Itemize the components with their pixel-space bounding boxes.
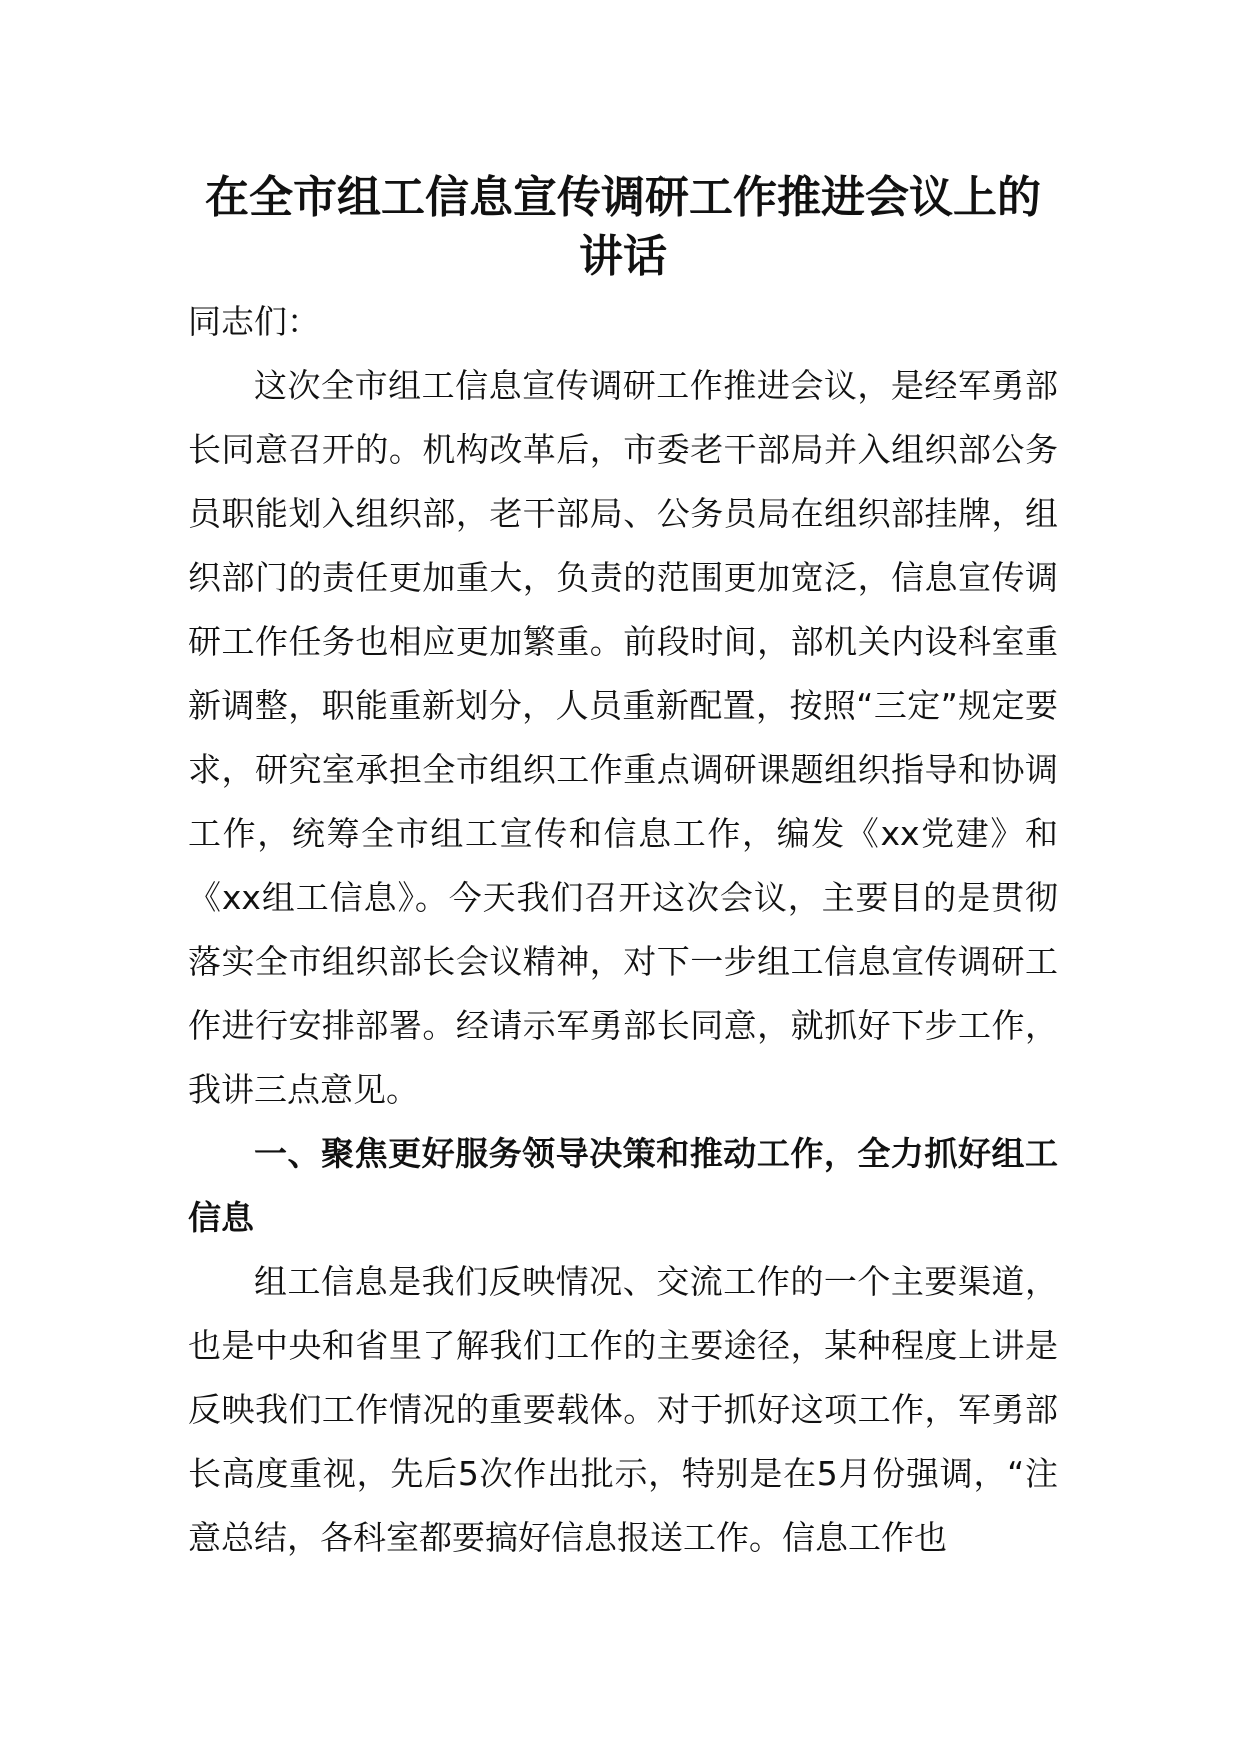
- section-1-paragraph: 组工信息是我们反映情况、交流工作的一个主要渠道，也是中央和省里了解我们工作的主要途径，某种程度上讲是反映我们工作情况的重要载体。对于抓好这项工作，军勇部长高度重视，先后5次作出批示，特别是在5月份强调，“注意总结，各科室都要搞好信息报送工作。信息工作也: [188, 1262, 1058, 1557]
- document-page: [188, 168, 1058, 1570]
- document-title: 在全市组工信息宣传调研工作推进会议上的讲话: [205, 172, 1041, 282]
- salutation: 同志们：: [188, 302, 320, 341]
- intro-paragraph: 这次全市组工信息宣传调研工作推进会议，是经军勇部长同意召开的。机构改革后，市委老干部局并入组织部公务员职能划入组织部，老干部局、公务员局在组织部挂牌，组织部门的责任更加重大，负责的范围更加宽泛，信息宣传调研工作任务也相应更加繁重。前段时间，部机关内设科室重新调整，职能重新划分，人员重新配置，按照“三定”规定要求，研究室承担全市组织工作重点调研课题组织指导和协调工作，统筹全市组工宣传和信息工作，编发《xx党建》和《xx组工信息》。今天我们召开这次会议，主要目的是贯彻落实全市组织部长会议精神，对下一步组工信息宣传调研工作进行安排部署。经请示军勇部长同意，就抓好下步工作，我讲三点意见。: [188, 366, 1058, 1109]
- section-1-heading: 一、聚焦更好服务领导决策和推动工作，全力抓好组工信息: [188, 1134, 1058, 1237]
